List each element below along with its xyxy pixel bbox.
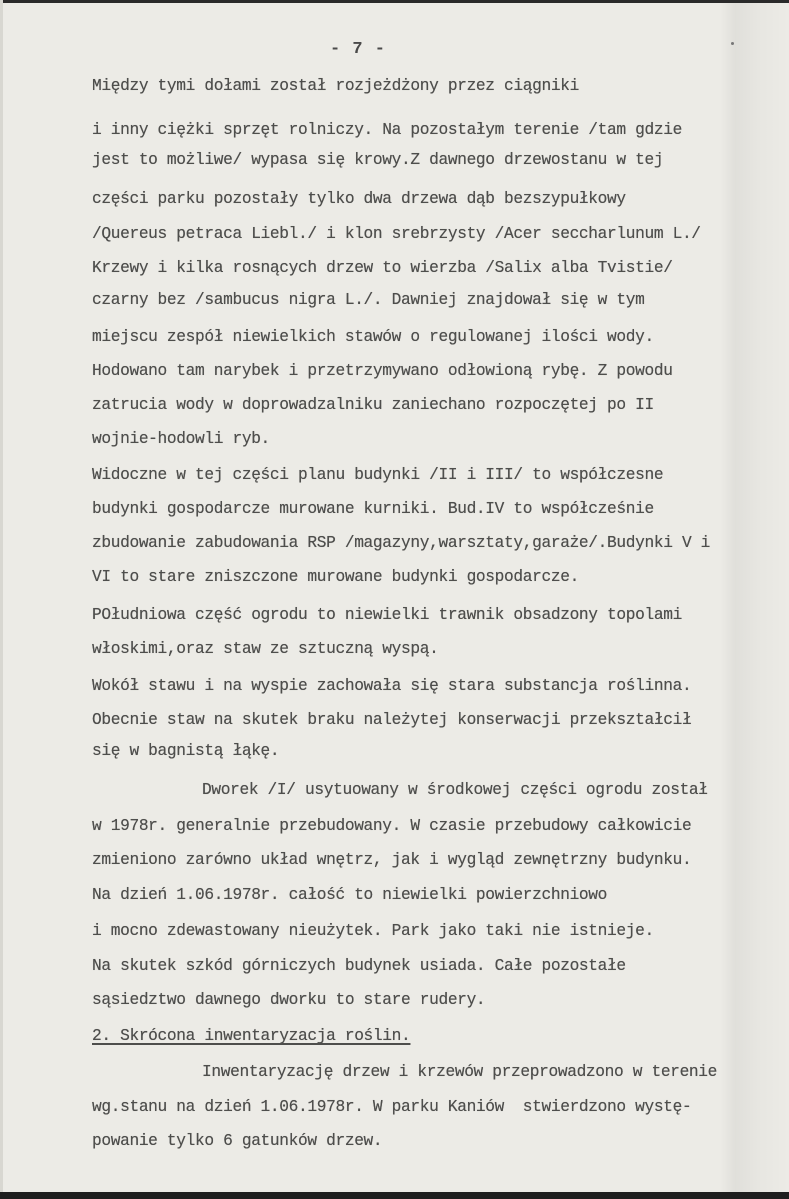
text-line: Obecnie staw na skutek braku należytej konserwacji przekształcił <box>92 711 692 729</box>
text-line: w 1978r. generalnie przebudowany. W czasie przebudowy całkowicie <box>92 817 692 835</box>
text-line: Między tymi dołami został rozjeżdżony przez ciągniki <box>92 77 579 95</box>
text-line: jest to możliwe/ wypasa się krowy.Z dawnego drzewostanu w tej <box>92 151 664 169</box>
text-line: zbudowanie zabudowania RSP /magazyny,warsztaty,garaże/.Budynki V i <box>92 534 711 552</box>
text-line: części parku pozostały tylko dwa drzewa dąb bezszypułkowy <box>92 190 626 208</box>
text-line: POłudniowa część ogrodu to niewielki trawnik obsadzony topolami <box>92 606 682 624</box>
paper-speck <box>731 42 734 45</box>
text-line: czarny bez /sambucus nigra L./. Dawniej znajdował się w tym <box>92 291 645 309</box>
text-line: budynki gospodarcze murowane kurniki. Bud.IV to współcześnie <box>92 500 654 518</box>
text-line: miejscu zespół niewielkich stawów o regulowanej ilości wody. <box>92 328 654 346</box>
text-line: wg.stanu na dzień 1.06.1978r. W parku Kaniów stwierdzono wystę- <box>92 1098 692 1116</box>
text-line: VI to stare zniszczone murowane budynki gospodarcze. <box>92 568 579 586</box>
text-line: sąsiedztwo dawnego dworku to stare rudery. <box>92 991 486 1009</box>
text-line: zmieniono zarówno układ wnętrz, jak i wygląd zewnętrzny budynku. <box>92 851 692 869</box>
text-line: Hodowano tam narybek i przetrzymywano odłowioną rybę. Z powodu <box>92 362 673 380</box>
text-line: Krzewy i kilka rosnących drzew to wierzba /Salix alba Tvistie/ <box>92 259 673 277</box>
text-line: włoskimi,oraz staw ze sztuczną wyspą. <box>92 640 439 658</box>
text-line: Wokół stawu i na wyspie zachowała się stara substancja roślinna. <box>92 677 692 695</box>
text-line: Na dzień 1.06.1978r. całość to niewielki powierzchniowo <box>92 886 608 904</box>
text-line: Inwentaryzację drzew i krzewów przeprowadzono w terenie <box>202 1063 718 1081</box>
text-line: Dworek /I/ usytuowany w środkowej części ogrodu został <box>202 781 708 799</box>
scan-left-edge <box>0 0 3 1192</box>
text-line: Widoczne w tej części planu budynki /II i III/ to współczesne <box>92 466 664 484</box>
text-line: się w bagnistą łąkę. <box>92 742 280 760</box>
text-line: zatrucia wody w doprowadzalniku zaniechano rozpoczętej po II <box>92 396 654 414</box>
text-line: i inny ciężki sprzęt rolniczy. Na pozostałym terenie /tam gdzie <box>92 121 682 139</box>
section-heading: 2. Skrócona inwentaryzacja roślin. <box>92 1027 411 1045</box>
text-line: /Quereus petraca Liebl./ i klon srebrzysty /Acer seccharlunum L./ <box>92 225 701 243</box>
text-line: wojnie-hodowli ryb. <box>92 430 270 448</box>
text-line: powanie tylko 6 gatunków drzew. <box>92 1132 383 1150</box>
scan-top-border <box>0 0 789 3</box>
text-line: Na skutek szkód górniczych budynek usiada. Całe pozostałe <box>92 957 626 975</box>
text-line: i mocno zdewastowany nieużytek. Park jako taki nie istnieje. <box>92 922 654 940</box>
page-number: - 7 - <box>330 40 387 59</box>
